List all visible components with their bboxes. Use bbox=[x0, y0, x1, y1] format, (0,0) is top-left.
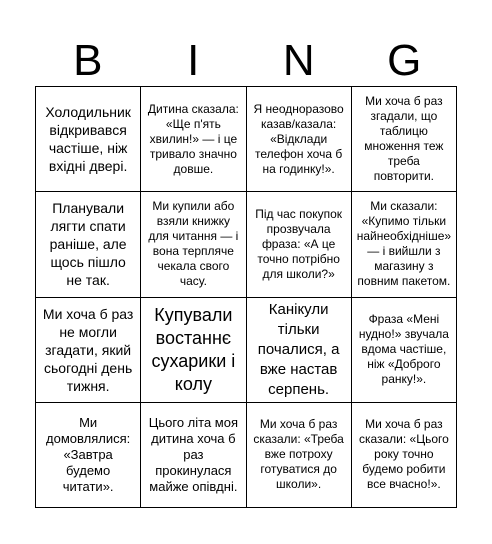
bingo-cell-text: Фраза «Мені нудно!» звучала вдома частіше, ніж «Доброго ранку!». bbox=[358, 312, 449, 387]
bingo-cell-text: Цього літа моя дитина хоча б раз прокинулася майже опівдні. bbox=[148, 414, 238, 494]
bingo-cell-15[interactable] bbox=[247, 403, 352, 508]
bingo-cell-10[interactable] bbox=[141, 298, 246, 403]
bingo-cell-text: Ми хоча б раз згадали, що таблицю множення теж треба повторити. bbox=[364, 94, 444, 184]
bingo-cell-text: Планували лягти спати раніше, але щось пішло не так. bbox=[49, 200, 127, 289]
header-letter-i: I bbox=[187, 36, 200, 85]
bingo-cell-13[interactable] bbox=[36, 403, 141, 508]
bingo-cell-5[interactable] bbox=[36, 192, 141, 297]
bingo-cell-text: Ми хоча б раз сказали: «Треба вже потроху готуватися до школи». bbox=[253, 417, 344, 492]
bingo-grid bbox=[35, 86, 457, 508]
bingo-cell-text: Холодильник відкривався частіше, ніж вхідні двері. bbox=[45, 104, 131, 175]
bingo-cell-text: Я неодноразово казав/казала: «Відклади телефон хоча б на годинку!». bbox=[253, 101, 344, 176]
bingo-cell-12[interactable] bbox=[352, 298, 457, 403]
bingo-cell-text: Дитина сказала: «Ще п'ять хвилин!» — і це тривало значно довше. bbox=[147, 101, 239, 176]
bingo-cell-16[interactable] bbox=[352, 403, 457, 508]
bingo-cell-text: Купували востаннє сухарики і колу bbox=[151, 304, 236, 394]
header-letter-n: N bbox=[282, 36, 315, 85]
bingo-cell-text: Ми домовлялися: «Завтра будемо читати». bbox=[46, 414, 131, 494]
bingo-cell-text: Канікули тільки почалися, а вже настав серпень. bbox=[257, 300, 340, 398]
bingo-cell-6[interactable] bbox=[141, 192, 246, 297]
bingo-cell-text: Ми купили або взяли книжку для читання — і вона терпляче чекала свого часу. bbox=[148, 199, 239, 289]
bingo-cell-2[interactable] bbox=[141, 87, 246, 192]
bingo-cell-3[interactable] bbox=[247, 87, 352, 192]
header-letter-b: B bbox=[73, 36, 103, 85]
bingo-cell-8[interactable] bbox=[352, 192, 457, 297]
bingo-cell-4[interactable] bbox=[352, 87, 457, 192]
bingo-cell-11[interactable] bbox=[247, 298, 352, 403]
bingo-cell-text: Ми хоча б раз сказали: «Цього року точно будемо робити все вчасно!». bbox=[358, 417, 449, 492]
bingo-cell-1[interactable] bbox=[36, 87, 141, 192]
bingo-cell-text: Ми сказали: «Купимо тільки найнеобхідніше» — і вийшли з магазину з повним пакетом. bbox=[356, 199, 452, 289]
header-letter-g: G bbox=[387, 36, 422, 85]
bingo-cell-9[interactable] bbox=[36, 298, 141, 403]
bingo-cell-7[interactable] bbox=[247, 192, 352, 297]
bingo-header bbox=[35, 36, 457, 86]
bingo-cell-text: Ми хоча б раз не могли згадати, який сьогодні день тижня. bbox=[42, 305, 134, 394]
bingo-cell-14[interactable] bbox=[141, 403, 246, 508]
bingo-cell-text: Під час покупок прозвучала фраза: «А це точно потрібно для школи?» bbox=[255, 206, 343, 281]
